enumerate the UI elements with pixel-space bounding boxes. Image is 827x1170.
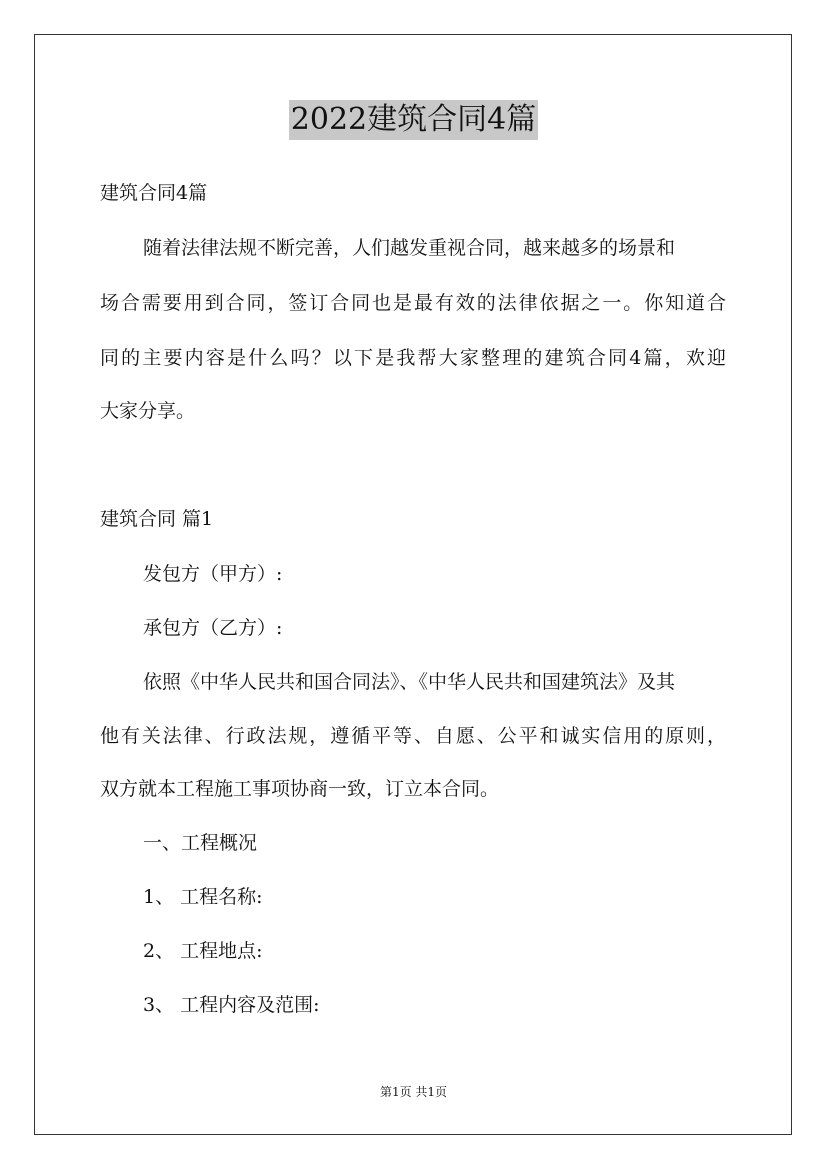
intro-line-3: 同的主要内容是什么吗？以下是我帮大家整理的建筑合同4篇，欢迎 [100, 347, 726, 369]
clause-item-1: 1、 工程名称: [143, 886, 263, 908]
document-title: 2022建筑合同4篇 [289, 100, 538, 140]
page-footer: 第1页 共1页 [379, 1085, 448, 1099]
intro-line-1: 随着法律法规不断完善，人们越发重视合同，越来越多的场景和 [143, 237, 676, 259]
subtitle: 建筑合同4篇 [100, 182, 208, 204]
title-container [0, 100, 827, 140]
basis-line-1: 依照《中华人民共和国合同法》、《中华人民共和国建筑法》及其 [143, 671, 676, 693]
basis-line-2: 他有关法律、行政法规，遵循平等、自愿、公平和诚实信用的原则， [100, 725, 726, 747]
party-a-line: 发包方（甲方）: [143, 563, 283, 585]
clause-item-3: 3、 工程内容及范围: [143, 994, 320, 1016]
basis-line-3: 双方就本工程施工事项协商一致，订立本合同。 [100, 778, 500, 800]
clause-heading: 一、工程概况 [143, 832, 258, 854]
party-b-line: 承包方（乙方）: [143, 617, 283, 639]
section-heading: 建筑合同 篇1 [100, 508, 214, 530]
intro-line-4: 大家分享。 [100, 400, 196, 422]
clause-item-2: 2、 工程地点: [143, 940, 263, 962]
intro-line-2: 场合需要用到合同，签订合同也是最有效的法律依据之一。你知道合 [100, 292, 726, 314]
